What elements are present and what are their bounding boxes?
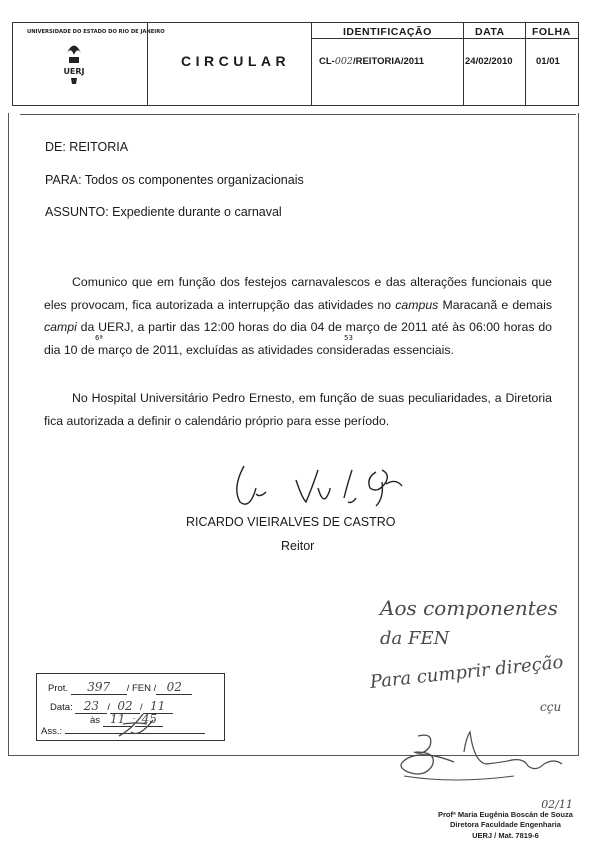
protocol-value: 397: [87, 680, 111, 694]
identifier-prefix: CL-: [319, 56, 335, 67]
column-header-data: DATA: [475, 26, 505, 38]
rector-signature: [226, 458, 406, 514]
protocol-label: às: [90, 715, 101, 726]
protocol-field: [156, 680, 192, 695]
identifier-number: 002: [334, 56, 353, 67]
protocol-initials: [113, 708, 163, 742]
protocol-row: [48, 680, 192, 695]
stamp-line: UERJ / Mat. 7819-6: [472, 830, 539, 840]
header-divider: [525, 23, 526, 105]
body-paragraph-2: No Hospital Universitário Pedro Ernesto, em função de suas peculiaridades, a Diretoria fica autorizada a definir o calendário próprio para esse período.: [44, 391, 552, 428]
protocol-row: Data: 23 / 02 / 11: [50, 699, 173, 714]
body-paragraph-1: [44, 271, 552, 361]
header-row-divider: [311, 38, 578, 39]
handwritten-annotation: 6ª: [95, 334, 103, 342]
handwritten-note-line: da FEN: [380, 628, 450, 649]
paragraph-text: Maracanã e demais: [438, 297, 552, 312]
document-date: 24/02/2010: [465, 56, 513, 67]
document-identifier: [319, 56, 424, 67]
protocol-value: 02: [166, 680, 182, 694]
document-type: CIRCULAR: [181, 53, 291, 69]
protocol-field: [71, 680, 127, 695]
identifier-suffix: /REITORIA/2011: [352, 56, 425, 67]
director-stamp: [438, 800, 573, 841]
handwritten-note-line: cçu: [540, 700, 562, 714]
paragraph-italic: campus: [395, 297, 439, 312]
header-divider: [311, 23, 312, 105]
document-header: [12, 22, 579, 106]
protocol-value: 02: [117, 699, 133, 713]
paragraph-text: Comunico que em função dos festejos carnavalescos e das alterações funcionais que eles provocam, fica autorizada a interrupção das atividades no: [44, 275, 552, 312]
memo-from: DE: REITORIA: [45, 140, 129, 154]
handwritten-note-line: Aos componentes: [380, 596, 558, 620]
signatory-title: Reitor: [281, 539, 315, 553]
protocol-value: 23: [83, 699, 99, 713]
sheet-number: 01/01: [536, 56, 560, 67]
column-header-folha: FOLHA: [532, 26, 571, 38]
seal-ring-text: UNIVERSIDADE DO ESTADO DO RIO DE JANEIRO: [27, 29, 165, 35]
director-signature: [394, 722, 574, 792]
handwritten-annotation: 53: [344, 334, 353, 342]
protocol-label: Ass.:: [41, 726, 63, 737]
header-divider: [147, 23, 148, 105]
protocol-label: / FEN /: [126, 683, 157, 694]
stamp-line: Diretora Faculdade Engenharia: [450, 820, 561, 829]
protocol-value: 11: [110, 712, 126, 726]
paragraph-italic: campi: [44, 320, 77, 335]
seal-center-text: UERJ: [63, 67, 85, 76]
protocol-row: às 11 : 45: [90, 712, 163, 727]
protocol-label: Prot.: [48, 683, 69, 694]
protocol-label: Data:: [50, 702, 73, 713]
protocol-stamp: [36, 673, 225, 741]
protocol-value: 45: [141, 712, 157, 726]
handwritten-note-line: Para cumprir direção: [368, 651, 565, 693]
paragraph-text: da UERJ, a partir das 12:00 horas do dia 04 de março de 2011 até às 06:00 horas do dia 10 de março de 2011, excluídas as atividades consideradas essenciais.: [44, 320, 552, 357]
header-divider: [463, 23, 464, 105]
stamp-date-value: 02/11: [541, 798, 573, 811]
memo-subject: ASSUNTO: Expediente durante o carnaval: [45, 205, 282, 219]
signatory-name: RICARDO VIEIRALVES DE CASTRO: [186, 515, 396, 529]
body-frame-top: [20, 114, 576, 115]
memo-to: PARA: Todos os componentes organizacionais: [45, 173, 304, 187]
stamp-line: Profª Maria Eugênia Boscán de Souza: [438, 809, 573, 819]
column-header-identificacao: IDENTIFICAÇÃO: [343, 26, 432, 38]
uerj-seal-logo: [27, 29, 165, 97]
protocol-value: 11: [150, 699, 166, 713]
